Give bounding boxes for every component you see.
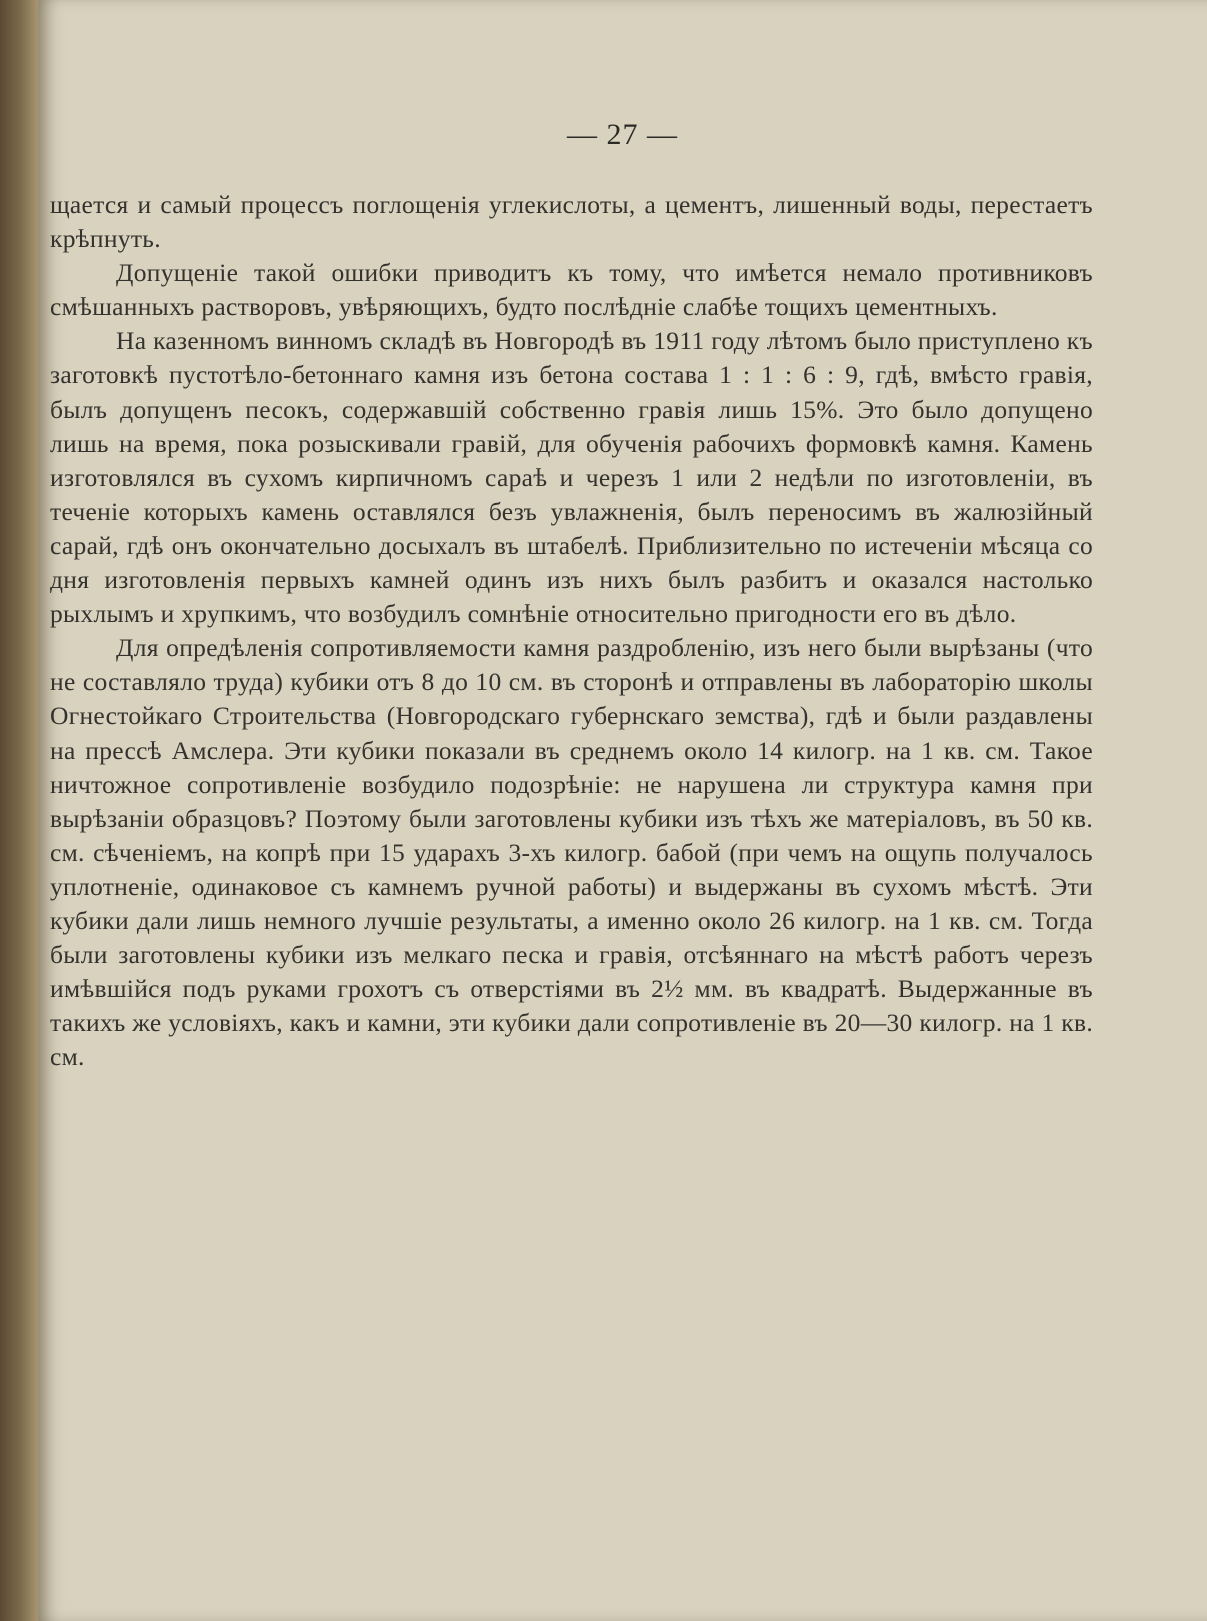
paragraph: Допущеніе такой ошибки приводитъ къ тому, что имѣется немало противниковъ смѣшанныхъ растворовъ, увѣряющихъ, будто послѣдніе слабѣе тощихъ цементныхъ. [50,258,1093,322]
paragraph-continuation: щается и самый процессъ поглощенія углекислоты, а цементъ, лишенный воды, перестаетъ крѣпнуть. [50,190,1093,254]
book-spine [0,0,38,1621]
paragraph: На казенномъ винномъ складѣ въ Новгородѣ въ 1911 году лѣтомъ было приступлено къ заготовкѣ пустотѣло-бетоннаго камня изъ бетона состава 1 : 1 : 6 : 9, гдѣ, вмѣсто гравія, былъ допущенъ песокъ, содержавшій собственно гравія лишь 15%. Это было допущено лишь на время, пока розыскивали гравій, для обученія рабочихъ формовкѣ камня. Камень изготовлялся въ сухомъ кирпичномъ сараѣ и черезъ 1 или 2 недѣли по изготовленіи, въ теченіе которыхъ камень оставлялся безъ увлажненія, былъ переносимъ въ жалюзійный сарай, гдѣ онъ окончательно досыхалъ въ штабелѣ. Приблизительно по истеченіи мѣсяца со дня изготовленія первыхъ камней одинъ изъ нихъ былъ разбитъ и оказался настолько рыхлымъ и хрупкимъ, что возбудилъ сомнѣніе относительно пригодности его въ дѣло. [50,326,1093,629]
body-text [50,188,1093,1074]
paragraph: Для опредѣленія сопротивляемости камня раздробленію, изъ него были вырѣзаны (что не составляло труда) кубики отъ 8 до 10 см. въ сторонѣ и отправлены въ лабораторію школы Огнестойкаго Строительства (Новгородскаго губернскаго земства), гдѣ и были раздавлены на прессѣ Амслера. Эти кубики показали въ среднемъ около 14 килогр. на 1 кв. см. Такое ничтожное сопротивленіе возбудило подозрѣніе: не нарушена ли структура камня при вырѣзаніи образцовъ? Поэтому были заготовлены кубики изъ тѣхъ же матеріаловъ, въ 50 кв. см. сѣченіемъ, на копрѣ при 15 ударахъ 3-хъ килогр. бабой (при чемъ на ощупь получалось уплотненіе, одинаковое съ камнемъ ручной работы) и выдержаны въ сухомъ мѣстѣ. Эти кубики дали лишь немного лучшіе результаты, а именно около 26 килогр. на 1 кв. см. Тогда были заготовлены кубики изъ мелкаго песка и гравія, отсѣяннаго на мѣстѣ работъ черезъ имѣвшійся подъ руками грохотъ съ отверстіями въ 2½ мм. въ квадратѣ. Выдержанные въ такихъ же условіяхъ, какъ и камни, эти кубики дали сопротивленіе въ 20—30 килогр. на 1 кв. см. [50,633,1093,1072]
book-page [38,0,1207,1621]
page-number: — 27 — [567,118,678,151]
